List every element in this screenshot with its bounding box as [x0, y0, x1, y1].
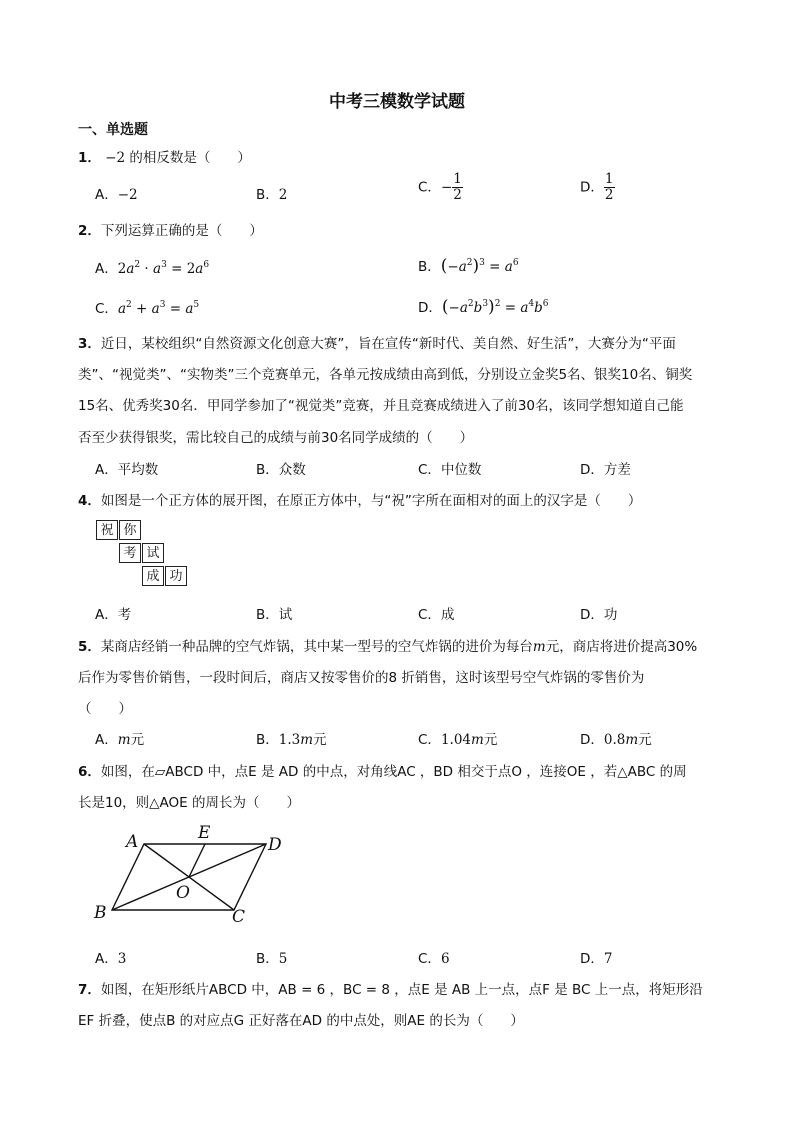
- option-value: 5: [278, 951, 288, 967]
- question-number: 3．: [78, 336, 101, 352]
- q2-option-d: [418, 296, 549, 317]
- question-4: [78, 489, 641, 509]
- option-label: B．: [418, 259, 441, 275]
- question-5-line-3: （ ）: [78, 701, 132, 717]
- option-formula: $(-a^2)^3 = a^6$: [440, 256, 519, 276]
- option-unit: 元: [313, 732, 327, 748]
- net-cell: 成: [142, 566, 164, 586]
- option-value: 中位数: [440, 462, 482, 478]
- numerator: 1: [604, 171, 614, 187]
- point-label-c: C: [232, 907, 246, 927]
- option-label: A．: [95, 187, 118, 203]
- net-cell: 试: [142, 543, 164, 563]
- question-text: 元，商店将进价提高30%: [545, 639, 698, 655]
- fraction: [604, 172, 615, 203]
- q6-option-b: [256, 947, 287, 967]
- question-1: [78, 146, 251, 166]
- question-3-line-3: 15名、优秀奖30名．甲同学参加了“视觉类”竞赛，并且竞赛成绩进入了前30名，该同学想知道自己能: [78, 398, 684, 414]
- question-5-line-2: 后作为零售价销售，一段时间后，商店又按零售价的8 折销售，这时该型号空气炸锅的零售价为: [78, 670, 645, 686]
- option-label: B．: [256, 187, 279, 203]
- q4-option-b: [256, 603, 292, 623]
- q2-option-b: [418, 255, 519, 276]
- variable: m: [471, 732, 484, 748]
- option-value: 3: [117, 951, 127, 967]
- option-label: B．: [256, 607, 279, 623]
- q3-option-a: [95, 458, 158, 478]
- option-label: D．: [580, 732, 604, 748]
- q3-option-b: [256, 458, 306, 478]
- q4-option-a: [95, 603, 131, 623]
- question-number: 5．: [78, 639, 101, 655]
- option-label: B．: [256, 462, 279, 478]
- fraction: [452, 172, 463, 203]
- question-5-line-1: [78, 635, 697, 655]
- option-value: 平均数: [117, 462, 159, 478]
- question-6-line-1: [78, 760, 687, 780]
- net-cell: 祝: [96, 520, 118, 540]
- option-value: 成: [440, 607, 455, 623]
- option-sign: −: [440, 179, 453, 196]
- q1-option-a: [95, 183, 138, 203]
- q4-option-c: [418, 603, 454, 623]
- option-value: 7: [603, 951, 613, 967]
- option-label: D．: [580, 951, 604, 967]
- option-coef: 1.04: [440, 732, 471, 748]
- option-value: 试: [278, 607, 293, 623]
- q6-option-a: [95, 947, 126, 967]
- question-number: 1．: [78, 150, 101, 166]
- option-value: 6: [440, 951, 450, 967]
- option-value: 2: [278, 187, 288, 203]
- q2-option-a: [95, 257, 209, 277]
- point-label-b: B: [94, 903, 107, 923]
- q4-option-d: [580, 603, 617, 623]
- q5-option-c: [418, 728, 497, 748]
- option-label: D．: [580, 462, 604, 478]
- q1-option-c: [418, 172, 463, 203]
- net-cell: 考: [119, 543, 141, 563]
- question-2: [78, 219, 263, 239]
- q5-option-b: [256, 728, 327, 748]
- option-unit: 元: [130, 732, 145, 748]
- question-number: 6．: [78, 764, 101, 780]
- question-text: 某商店经销一种品牌的空气炸锅，其中某一型号的空气炸锅的进价为每台: [100, 639, 533, 655]
- question-3-line-1: [78, 332, 676, 352]
- question-text: 如图，在矩形纸片ABCD 中，AB = 6 ，BC = 8 ，点E 是 AB 上一点，点F 是 BC 上一点，将矩形沿: [100, 982, 703, 998]
- question-text: 如图是一个正方体的展开图，在原正方体中，与“祝”字所在面相对的面上的汉字是（ ）: [100, 493, 642, 509]
- option-label: C．: [418, 951, 441, 967]
- option-label: B．: [256, 951, 279, 967]
- denominator: 2: [453, 187, 462, 203]
- question-number: 7．: [78, 982, 101, 998]
- option-label: B．: [256, 732, 279, 748]
- option-label: D．: [580, 607, 604, 623]
- q3-option-c: [418, 458, 481, 478]
- option-label: A．: [95, 462, 118, 478]
- option-label: A．: [95, 951, 118, 967]
- q5-option-a: [95, 728, 144, 748]
- question-7-line-1: [78, 978, 703, 998]
- option-value: 方差: [603, 462, 631, 478]
- point-label-e: E: [198, 823, 211, 843]
- option-formula: $(-a^2b^3)^2 = a^4b^6$: [441, 297, 549, 317]
- option-coef: 1.3: [278, 732, 301, 748]
- point-label-a: A: [126, 832, 139, 852]
- option-label: D．: [418, 300, 442, 316]
- option-label: C．: [418, 179, 441, 196]
- variable: m: [532, 639, 546, 655]
- variable: m: [625, 732, 639, 748]
- numerator: 1: [453, 171, 462, 187]
- question-expression: −2: [105, 150, 126, 166]
- option-label: C．: [418, 462, 441, 478]
- option-coef: 0.8: [603, 732, 626, 748]
- q3-option-d: [580, 458, 631, 478]
- option-value: 考: [117, 607, 132, 623]
- q6-option-c: [418, 947, 450, 967]
- question-text: 近日，某校组织“自然资源文化创意大赛”，旨在宣传“新时代、美自然、好生活”，大赛分为“平面: [100, 336, 676, 352]
- question-6-line-2: 长是10，则△AOE 的周长为（ ）: [78, 795, 301, 811]
- option-value: −2: [117, 187, 138, 203]
- cube-net-figure: [96, 520, 196, 590]
- point-label-d: D: [268, 835, 282, 855]
- question-7-line-2: EF 折叠，使点B 的对应点G 正好落在AD 的中点处，则AE 的长为（ ）: [78, 1013, 524, 1029]
- denominator: 2: [604, 187, 614, 203]
- question-3-line-4: 否至少获得银奖，需比较自己的成绩与前30名同学成绩的（ ）: [78, 430, 474, 446]
- option-label: A．: [95, 607, 118, 623]
- variable: m: [117, 732, 131, 748]
- option-label: A．: [95, 732, 118, 748]
- option-label: C．: [95, 301, 118, 317]
- q1-option-d: [580, 172, 615, 203]
- option-label: C．: [418, 607, 441, 623]
- option-label: C．: [418, 732, 441, 748]
- option-unit: 元: [483, 732, 498, 748]
- question-text: 如图，在▱ABCD 中，点E 是 AD 的中点，对角线AC ，BD 相交于点O ，连接OE ，若△ABC 的周: [100, 764, 687, 780]
- option-unit: 元: [638, 732, 652, 748]
- question-3-line-2: 类”、“视觉类”、“实物类”三个竞赛单元，各单元按成绩由高到低，分别设立金奖5名、银奖10名、铜奖: [78, 367, 693, 383]
- option-formula: $2a^2 \cdot a^3 = 2a^6$: [117, 260, 210, 277]
- option-formula: $a^2 + a^3 = a^5$: [117, 300, 200, 317]
- parallelogram-figure: [88, 820, 298, 930]
- section-heading: 一、单选题: [78, 122, 148, 138]
- option-value: 功: [603, 607, 618, 623]
- q5-option-d: [580, 728, 652, 748]
- option-label: A．: [95, 261, 118, 277]
- segment-oe: [189, 844, 205, 877]
- option-label: D．: [580, 179, 604, 196]
- q2-option-c: [95, 297, 199, 317]
- q6-option-d: [580, 947, 613, 967]
- variable: m: [300, 732, 314, 748]
- option-value: 众数: [278, 462, 306, 478]
- question-text: 下列运算正确的是（ ）: [100, 223, 263, 239]
- question-number: 2．: [78, 223, 101, 239]
- net-cell: 你: [119, 520, 141, 540]
- page-title: 中考三模数学试题: [329, 92, 465, 112]
- question-number: 4．: [78, 493, 101, 509]
- q1-option-b: [256, 183, 287, 203]
- question-text: 的相反数是（ ）: [125, 150, 251, 166]
- point-label-o: O: [176, 883, 190, 903]
- net-cell: 功: [165, 566, 187, 586]
